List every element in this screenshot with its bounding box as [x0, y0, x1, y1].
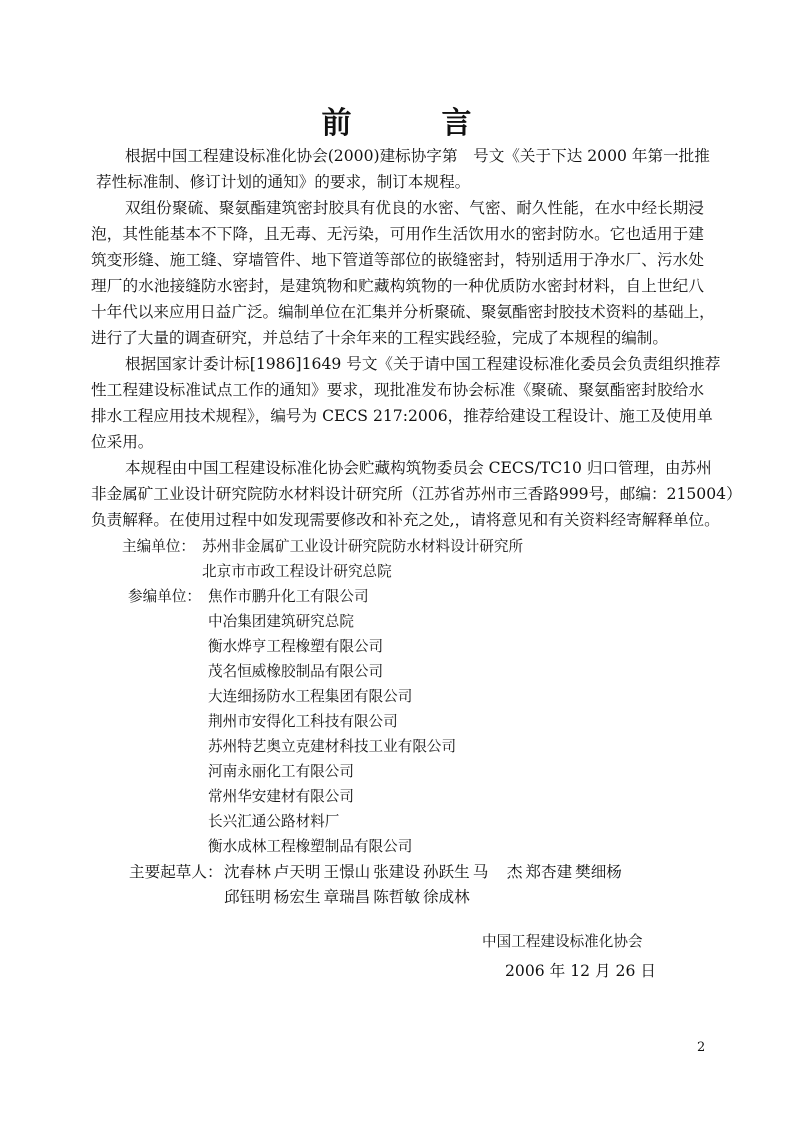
signature-date: 2006 年 12 月 26 日 [505, 962, 656, 980]
paragraph-2-line-6: 进行了大量的调查研究，并总结了十余年来的工程实践经验，完成了本规程的编制。 [91, 329, 668, 347]
participating-unit: 中冶集团建筑研究总院 [208, 613, 354, 630]
paragraph-2-line-1: 双组份聚硫、聚氨酯建筑密封胶具有优良的水密、气密、耐久性能，在水中经长期浸 [125, 199, 704, 217]
drafters-names-line-1: 沈春林 卢天明 王憬山 张建设 孙跃生 马 杰 郑杏建 樊细杨 [224, 863, 622, 881]
paragraph-3-line-2: 性工程建设标准试点工作的通知》要求，现批准发布协会标准《聚硫、聚氨酯密封胶给水 [91, 381, 704, 399]
participating-unit: 河南永丽化工有限公司 [208, 763, 354, 780]
participating-unit: 长兴汇通公路材料厂 [208, 813, 340, 830]
paragraph-4-line-3: 负责解释。在使用过程中如发现需要修改和补充之处,，请将意见和有关资料经寄解释单位。 [91, 511, 720, 529]
page-title: 前 言 [321, 106, 502, 141]
paragraph-1-line-1: 根据中国工程建设标准化协会(2000)建标协字第 号文《关于下达 2000 年第一批推 [125, 147, 710, 165]
paragraph-2-line-5: 十年代以来应用日益广泛。编制单位在汇集并分析聚硫、聚氨酯密封胶技术资料的基础上， [91, 303, 715, 321]
paragraph-3-line-1: 根据国家计委计标[1986]1649 号文《关于请中国工程建设标准化委员会负责组织推荐 [125, 355, 721, 373]
participating-unit: 衡水成林工程橡塑制品有限公司 [208, 838, 413, 855]
chief-editor-unit: 北京市市政工程设计研究总院 [202, 563, 392, 580]
drafters-label: 主要起草人： [129, 863, 223, 881]
paragraph-4-line-2: 非金属矿工业设计研究院防水材料设计研究所（江苏省苏州市三香路999号，邮编：215004） [91, 485, 742, 503]
paragraph-1-line-2: 荐性标准制、修订计划的通知》的要求，制订本规程。 [96, 173, 471, 191]
paragraph-2-line-3: 筑变形缝、施工缝、穿墙管件、地下管道等部位的嵌缝密封，特别适用于净水厂、污水处 [91, 251, 704, 269]
participating-unit: 苏州特艺奥立克建材科技工业有限公司 [208, 738, 457, 755]
paragraph-4-line-1: 本规程由中国工程建设标准化协会贮藏构筑物委员会 CECS/TC10 归口管理，由苏州 [125, 459, 712, 477]
paragraph-2-line-4: 理厂的水池接缝防水密封，是建筑物和贮藏构筑物的一种优质防水密封材料，自上世纪八 [91, 277, 704, 295]
participating-unit: 衡水烨亨工程橡塑有限公司 [208, 638, 384, 655]
paragraph-3-line-4: 位采用。 [91, 433, 154, 451]
participating-unit: 大连细扬防水工程集团有限公司 [208, 688, 413, 705]
participating-unit: 焦作市鹏升化工有限公司 [208, 588, 369, 605]
paragraph-2-line-2: 泡，其性能基本不下降，且无毒、无污染，可用作生活饮用水的密封防水。它也适用于建 [91, 225, 704, 243]
participating-unit: 荆州市安得化工科技有限公司 [208, 713, 398, 730]
participating-editors-label: 参编单位： [128, 588, 201, 605]
paragraph-3-line-3: 排水工程应用技术规程》，编号为 CECS 217:2006，推荐给建设工程设计、施工及使用单 [91, 407, 713, 425]
drafters-names-line-2: 邱钰明 杨宏生 章瑞昌 陈哲敏 徐成林 [224, 888, 470, 906]
chief-editors-label: 主编单位： [122, 538, 195, 555]
page-number: 2 [697, 1040, 706, 1055]
signature-organization: 中国工程建设标准化协会 [482, 933, 643, 950]
chief-editor-unit: 苏州非金属矿工业设计研究院防水材料设计研究所 [202, 538, 524, 555]
participating-unit: 茂名恒威橡胶制品有限公司 [208, 663, 384, 680]
participating-unit: 常州华安建材有限公司 [208, 788, 354, 805]
